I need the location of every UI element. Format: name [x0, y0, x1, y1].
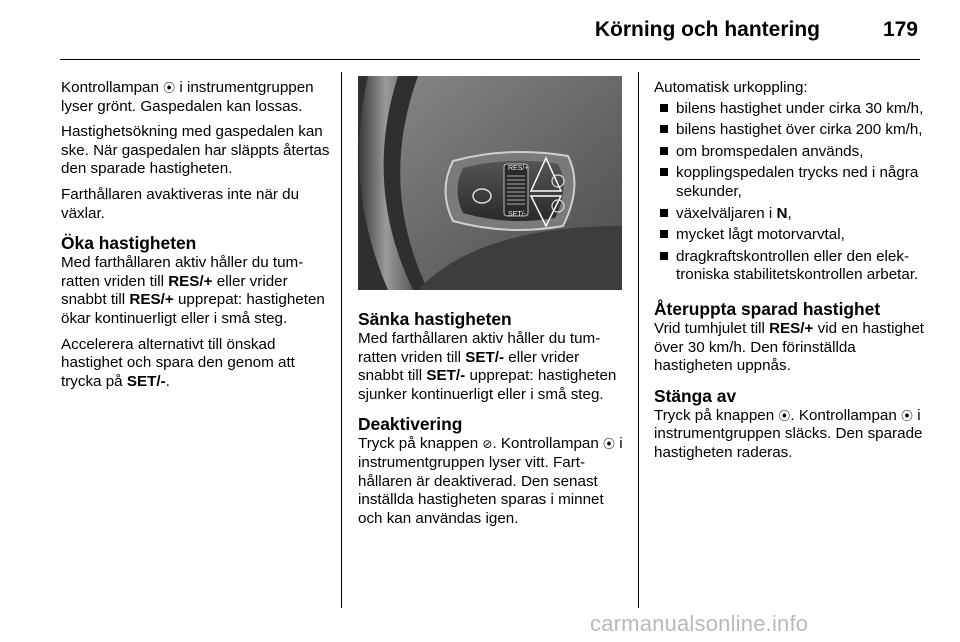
cruise-control-icon: ⦿ [901, 408, 914, 423]
cruise-control-icon: ⦿ [778, 408, 791, 423]
column-1 [61, 79, 331, 398]
column-2 [358, 309, 624, 535]
cruise-control-icon: ⦿ [603, 437, 616, 452]
header-rule [60, 59, 920, 60]
set-label: SET/- [508, 211, 526, 218]
paragraph: Hastighetsökning med gaspedalen kan ske. När gaspedalen har släppts återtas den sparade hastigheten. [61, 123, 330, 178]
bullet-list [654, 100, 926, 285]
list-item: bilens hastighet under cirka 30 km/h, [654, 100, 926, 119]
heading-deaktivering: Deaktivering [358, 414, 463, 435]
paragraph: Med farthållaren aktiv håller du tumratten vriden till RES/+ eller vrider snabbt till RES/+ upprepat: hastigheten ökar kontinuerligt eller i små steg. [61, 254, 325, 327]
column-3 [654, 79, 926, 470]
list-item: växelväljaren i N, [654, 205, 926, 224]
page-header [0, 0, 960, 60]
cruise-control-icon: ⦿ [163, 81, 176, 95]
paragraph: Kontrollampan ⦿ i instrumentgruppen lyser grönt. Gaspedalen kan lossas. [61, 79, 314, 115]
heading-stanga-av: Stänga av [654, 385, 737, 406]
paragraph: Vrid tumhjulet till RES/+ vid en hastighet över 30 km/h. Den förinställda hastigheten uppnås. [654, 319, 925, 375]
heading-oka-hastigheten: Öka hastigheten [61, 233, 197, 254]
column-divider-1 [341, 72, 342, 608]
paragraph: Accelerera alternativt till önskad hastighet och spara den genom att trycka på SET/-. [61, 335, 295, 390]
column-divider-2 [638, 72, 639, 608]
steering-wheel-illustration [358, 76, 622, 290]
list-item: bilens hastighet över cirka 200 km/h, [654, 121, 926, 140]
paragraph: Tryck på knappen ⊘. Kontrollampan ⦿ i instrumentgruppen lyser vitt. Farthållaren är deaktiverad. Den senast inställda hastigheten sparas i minnet och kan användas igen. [358, 435, 623, 527]
cruise-control-off-icon: ⊘ [482, 437, 493, 452]
paragraph: Med farthållaren aktiv håller du tumratten vriden till SET/- eller vrider snabbt till SET/- upprepat: hastigheten sjunker kontinuerligt eller i små steg. [358, 330, 617, 403]
list-item: dragkraftskontrollen eller den elektroniska stabilitetskontrollen arbetar. [654, 248, 926, 285]
intro-text: Automatisk urkoppling: [654, 79, 808, 96]
list-item: mycket lågt motorvarvtal, [654, 226, 926, 245]
chapter-title: Körning och hantering [594, 18, 820, 41]
res-label: RES/+ [508, 165, 529, 172]
page-number: 179 [882, 18, 918, 41]
watermark: carmanualsonline.info [590, 611, 809, 636]
paragraph: Farthållaren avaktiveras inte när du växlar. [61, 185, 300, 222]
list-item: om bromspedalen används, [654, 143, 926, 162]
paragraph: Tryck på knappen ⦿. Kontrollampan ⦿ i instrumentgruppen släcks. Den sparade hastigheten raderas. [654, 406, 923, 461]
list-item: kopplingspedalen trycks ned i några sekunder, [654, 164, 926, 201]
heading-sanka-hastigheten: Sänka hastigheten [358, 309, 512, 329]
heading-ateruppta: Återuppta sparad hastighet [654, 298, 881, 319]
steering-wheel-figure [358, 76, 622, 290]
